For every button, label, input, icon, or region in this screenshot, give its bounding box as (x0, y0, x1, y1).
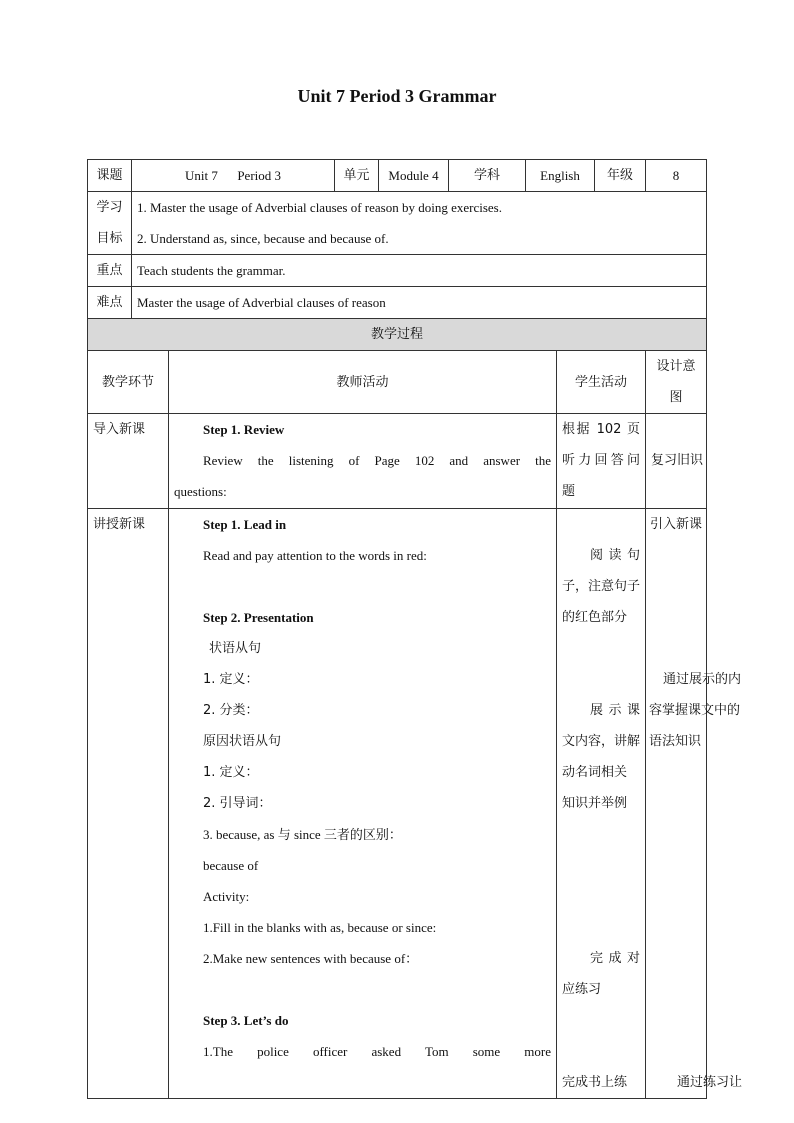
student-book: 完成书上练 (562, 1075, 628, 1090)
difficulty-row (88, 287, 707, 319)
objective-1: 1. Master the usage of Adverbial clauses of reason by doing exercises. (137, 200, 502, 215)
intro-student-1: 根据 102 页 (562, 422, 641, 437)
topic-label: 课题 (88, 160, 132, 192)
info-row (88, 160, 707, 192)
lead-in-text: Read and pay attention to the words in red: (203, 548, 427, 563)
unit-label: 单元 (335, 160, 379, 192)
difference: 3. because, as 与 since 三者的区别： (203, 827, 402, 842)
col-student: 学生活动 (557, 351, 646, 414)
intro-step: Step 1. Review (203, 422, 285, 437)
col-stage: 教学环节 (88, 351, 169, 414)
lesson-plan-table (87, 159, 743, 1099)
subject-label: 学科 (449, 160, 526, 192)
intro-row (88, 414, 707, 509)
lets-do-step: Step 3. Let’s do (203, 1013, 289, 1028)
objective-2: 2. Understand as, since, because and because of. (137, 231, 389, 246)
lead-in-step: Step 1. Lead in (203, 517, 287, 532)
unit-value: Module 4 (379, 160, 449, 192)
design-exercise: 通过练习让 (677, 1075, 743, 1090)
intro-stage: 导入新课 (93, 422, 146, 437)
page-title: Unit 7 Period 3 Grammar (297, 86, 497, 106)
police-sentence: 1.The police officer asked Tom some more (203, 1044, 551, 1059)
key-point-row (88, 255, 707, 287)
category: 2. 分类： (203, 703, 259, 718)
intro-text-2: questions: (174, 484, 227, 499)
intro-text-1: Review the listening of Page 102 and answer the (203, 453, 551, 468)
process-header: 教学过程 (88, 319, 707, 351)
lecture-row (88, 509, 707, 1099)
fill-blanks: 1.Fill in the blanks with as, because or since: (203, 920, 437, 935)
definition-2: 1. 定义： (203, 765, 259, 780)
student-show-1: 展 示 课 (590, 703, 641, 718)
objectives-row (88, 192, 707, 255)
objectives-label-1: 学习 (96, 200, 123, 215)
student-show-2: 文内容，讲解 (562, 734, 641, 749)
make-sentences: 2.Make new sentences with because of： (203, 951, 419, 966)
definition-1: 1. 定义： (203, 672, 259, 687)
design-show-1: 通过展示的内 (663, 672, 742, 687)
difficulty-label: 难点 (88, 287, 132, 319)
adverbial-clause: 状语从句 (209, 641, 262, 656)
activity-label: Activity: (203, 889, 250, 904)
because-of: because of (203, 858, 259, 873)
objectives-label-2: 目标 (96, 231, 123, 246)
intro-design: 复习旧识 (651, 453, 704, 468)
intro-student-2: 听力回答问 (562, 453, 641, 468)
difficulty-value: Master the usage of Adverbial clauses of reason (132, 287, 707, 319)
key-point-value: Teach students the grammar. (132, 255, 707, 287)
student-show-4: 知识并举例 (562, 796, 628, 811)
col-design: 设计意图 (646, 351, 707, 414)
grade-label: 年级 (595, 160, 646, 192)
presentation-step: Step 2. Presentation (203, 610, 314, 625)
student-exercise-1: 完 成 对 (590, 951, 641, 966)
lecture-stage: 讲授新课 (93, 517, 146, 532)
design-show-2: 容掌握课文中的 (649, 703, 741, 718)
col-teacher: 教师活动 (169, 351, 557, 414)
student-show-3: 动名词相关 (562, 765, 628, 780)
student-read-2: 子，注意句子 (562, 579, 641, 594)
design-show-3: 语法知识 (649, 734, 702, 749)
grade-value: 8 (646, 160, 707, 192)
reason-clause: 原因状语从句 (203, 734, 282, 749)
intro-student-3: 题 (562, 484, 576, 499)
design-new: 引入新课 (650, 517, 703, 532)
column-header-row (88, 351, 707, 414)
student-read-1: 阅 读 句 (590, 548, 641, 563)
subject-value: English (526, 160, 595, 192)
student-read-3: 的红色部分 (562, 610, 628, 625)
student-exercise-2: 应练习 (562, 982, 602, 997)
topic-value: Unit 7 Period 3 (132, 160, 335, 192)
conjunctions: 2. 引导词： (203, 796, 272, 811)
key-point-label: 重点 (88, 255, 132, 287)
